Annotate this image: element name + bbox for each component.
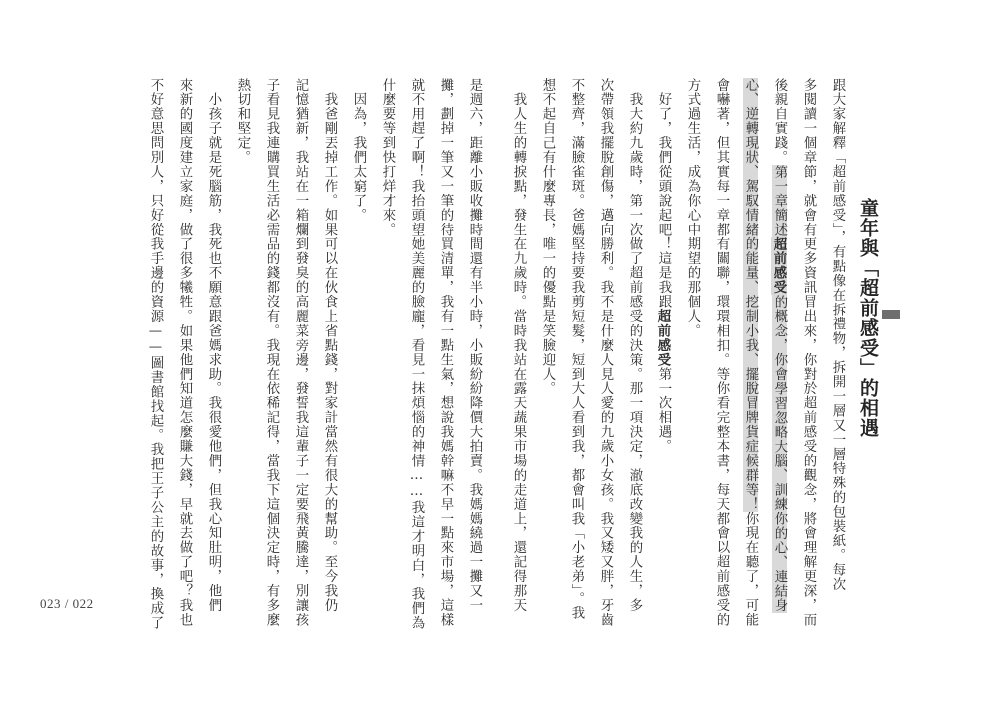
page-folio: 023 / 022 bbox=[40, 596, 94, 611]
chapter-title: 童年與「超前感受」的相遇 bbox=[857, 198, 879, 438]
chapter-heading bbox=[857, 78, 900, 558]
body-text: 不整齊，滿臉雀斑。爸媽堅持要我剪短髮，短到大人看到我，都會叫我「小老弟」。我 bbox=[569, 78, 584, 621]
body-text: 子看見我連購買生活必需品的錢都沒有。我現在依稀記得，當我下這個決定時，有多麼 bbox=[264, 78, 279, 628]
text-column bbox=[235, 78, 249, 558]
emphasized-text: 超前感受 bbox=[771, 236, 787, 295]
body-text: 跟大家解釋「超前感受」，有點像在拆禮物，拆開一層又一層特殊的包裝紙。每次 bbox=[830, 78, 845, 592]
body-text: 小孩子就是死腦筋，我死也不願意跟爸媽求助。我很愛他們，但我心知肚明，他們 bbox=[206, 78, 221, 613]
body-text: 後親自實踐。 bbox=[772, 78, 787, 165]
body-text: 第一次相遇。 bbox=[656, 367, 671, 454]
body-text: 次帶領我擺脫創傷，邁向勝利。我不是什麼人見人愛的九歲小女孩。我又矮又胖，牙齒 bbox=[598, 78, 613, 628]
text-column bbox=[569, 78, 584, 621]
text-column bbox=[438, 78, 453, 628]
text-column bbox=[380, 78, 394, 558]
text-column bbox=[264, 78, 279, 628]
body-text: 因為，我們太窮了。 bbox=[351, 78, 366, 223]
body-text: 熱切和堅定。 bbox=[235, 78, 250, 165]
text-column bbox=[540, 78, 554, 558]
text-column bbox=[743, 78, 758, 628]
text-column bbox=[771, 78, 787, 613]
text-column bbox=[351, 78, 365, 558]
body-text: 攤，劃掉一筆又一筆的待買清單，我有一點生氣，想說我媽幹嘛不早一點來市場，這樣 bbox=[438, 78, 453, 628]
body-text: 我大約九歲時，第一次做了超前感受的決策。那一項決定，澈底改變我的人生，多 bbox=[627, 78, 642, 613]
vertical-text-block bbox=[90, 78, 900, 631]
text-column bbox=[801, 78, 816, 628]
emphasized-text: 超前感受 bbox=[655, 309, 671, 368]
text-column bbox=[467, 78, 482, 613]
text-column bbox=[206, 78, 221, 613]
body-text: 來新的國度建立家庭，做了很多犧牲。如果他們知道怎麼賺大錢，早就去做了吧？我也 bbox=[177, 78, 192, 628]
text-column bbox=[714, 78, 729, 628]
text-column bbox=[322, 78, 337, 613]
body-text: 我爸剛丟掉工作。如果可以在伙食上省點錢，對家計當然有很大的幫助。至今我仍 bbox=[322, 78, 337, 613]
text-column bbox=[177, 78, 192, 628]
text-column bbox=[685, 78, 699, 558]
body-text: 我人生的轉捩點，發生在九歲時。當時我站在露天蔬果市場的走道上，還記得那天 bbox=[511, 78, 526, 613]
text-column bbox=[409, 78, 424, 631]
text-column bbox=[627, 78, 642, 613]
text-column bbox=[293, 78, 308, 628]
emphasized-text: 心、逆轉現狀、駕馭情緒的能量、挖制小我、擺脫冒牌貨症候群等！ bbox=[743, 78, 758, 512]
body-text: 是週六，距離小販收攤時間還有半小時，小販紛紛降價大拍賣。我媽媽繞過一攤又一 bbox=[467, 78, 482, 613]
text-column bbox=[148, 78, 163, 631]
body-text: 什麼要等到快打烊才來。 bbox=[380, 78, 395, 237]
body-text: 好了，我們從頭說起吧！這是我跟 bbox=[656, 78, 671, 310]
body-text: 多閱讀一個章節，就會有更多資訊冒出來，你對於超前感受的觀念，將會理解更深，而 bbox=[801, 78, 816, 628]
body-text: 會嚇著，但其實每一章都有關聯，環環相扣。等你看完整本書，每天都會以超前感受的 bbox=[714, 78, 729, 628]
text-column bbox=[830, 78, 845, 592]
text-column bbox=[656, 78, 670, 558]
body-text: 方式過生活，成為你心中期望的那個人。 bbox=[685, 78, 700, 339]
emphasized-text: 的概念，你會學習忽略大腦、訓練你的心、連結身 bbox=[772, 294, 787, 613]
heading-bar-decoration bbox=[882, 310, 900, 319]
text-column bbox=[598, 78, 613, 628]
body-text: 記憶猶新，我站在一箱爛到發臭的高麗菜旁邊，發誓我這輩子一定要飛黃騰達，別讓孩 bbox=[293, 78, 308, 628]
emphasized-text: 第一章簡述 bbox=[772, 164, 787, 237]
body-text: 不好意思問別人，只好從我手邊的資源——圖書館找起。我把王子公主的故事，換成了 bbox=[148, 78, 163, 631]
body-text: 就不用趕了啊！我抬頭望她美麗的臉龐，看見一抹煩惱的神情……我這才明白，我們為 bbox=[409, 78, 424, 631]
body-text: 你現在聽了，可能 bbox=[743, 511, 758, 628]
body-text: 想不起自己有什麼專長，唯一的優點是笑臉迎人。 bbox=[540, 78, 555, 396]
text-column bbox=[511, 78, 526, 613]
